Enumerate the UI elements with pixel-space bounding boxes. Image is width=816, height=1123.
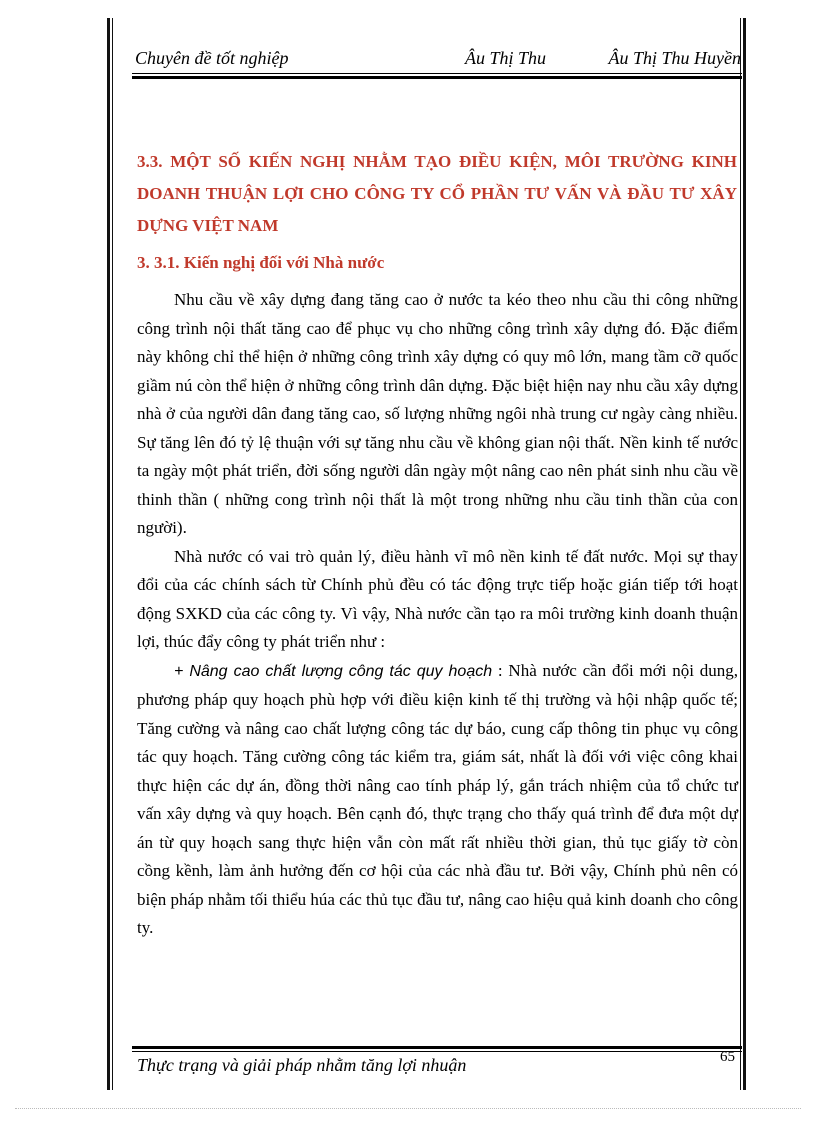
page-number: 65 [720,1049,735,1065]
header-author-full: Âu Thị Thu Huyền [608,48,741,68]
section-title: 3.3. MỘT SỐ KIẾN NGHỊ NHẰM TẠO ĐIỀU KIỆN, MÔI TRƯỜNG KINH DOANH THUẬN LỢI CHO CÔNG TY CỔ PHẦN TƯ VẤN VÀ ĐẦU TƯ XÂY DỰNG VIỆT NAM [137,152,737,235]
paragraph-3 [137,657,738,943]
footer-title: Thực trạng và giải pháp nhằm tăng lợi nhuận [137,1055,467,1075]
paragraph-2: Nhà nước có vai trò quản lý, điều hành vĩ mô nền kinh tế đất nước. Mọi sự thay đổi của các chính sách từ Chính phủ đều có tác động trực tiếp hoặc gián tiếp tới hoạt động SXKD của các công ty. Vì vậy, Nhà nước cần tạo ra môi trường kinh doanh thuận lợi, thúc đẩy công ty phát triển như : [137,546,738,651]
body-text [137,286,738,943]
footer-rule-thick [132,1046,742,1049]
header-rule-thin [132,73,742,74]
page-header [135,46,741,74]
header-author-short: Âu Thị Thu [465,48,547,68]
footer-rule-thin [132,1051,742,1052]
paragraph-1: Nhu cầu về xây dựng đang tăng cao ở nước ta kéo theo nhu cầu thi công những công trình nội thất tăng cao để phục vụ cho những công trình xây dựng đó. Đặc điểm này không chỉ thể hiện ở những công trình xây dựng có quy mô lớn, mang tầm cỡ quốc giầm nú còn thể hiện ở những công trình dân dựng. Đặc biệt hiện nay nhu cầu xây dựng nhà ở của người dân đang tăng cao, số lượng những ngôi nhà trung cư ngày càng nhiều. Sự tăng lên đó tỷ lệ thuận với sự tăng nhu cầu về không gian nội thất. Nền kinh tế nước ta ngày một phát triển, đời sống người dân ngày một nâng cao nên phát sinh nhu cầu về thinh thần ( những cong trình nội thất là một trong những nhu cầu tinh thần của con người). [137,290,738,537]
page-bottom-divider [15,1108,801,1109]
paragraph-3-lead: + Nâng cao chất lượng công tác quy hoạch [174,662,493,680]
paragraph-3-rest: : Nhà nước cần đổi mới nội dung, phương pháp quy hoạch phù hợp với điều kiện kinh tế thị trường và hội nhập quốc tế; Tăng cường và nâng cao chất lượng công tác dự báo, cung cấp thông tin phục vụ công tác quy hoạch. Tăng cường công tác kiểm tra, giám sát, nhất là đối với việc công khai thực hiện các dự án, đồng thời nâng cao tính pháp lý, gắn trách nhiệm của tổ chức tư vấn xây dựng và quy hoạch. Bên cạnh đó, thực trạng cho thấy quá trình để đưa một dự án từ quy hoạch sang thực hiện vẫn còn mất rất nhiều thời gian, thủ tục giấy tờ còn cồng kềnh, làm ảnh hưởng đến cơ hội của các nhà đầu tư. Bởi vậy, Chính phủ nên có biện pháp nhằm tối thiểu húa các thủ tục đầu tư, nâng cao hiệu quả kinh doanh cho công ty. [137,660,738,937]
header-rule-thick [132,76,742,79]
subsection-title: 3. 3.1. Kiến nghị đối với Nhà nước [137,253,385,272]
header-thesis-label: Chuyên đề tốt nghiệp [135,48,289,68]
